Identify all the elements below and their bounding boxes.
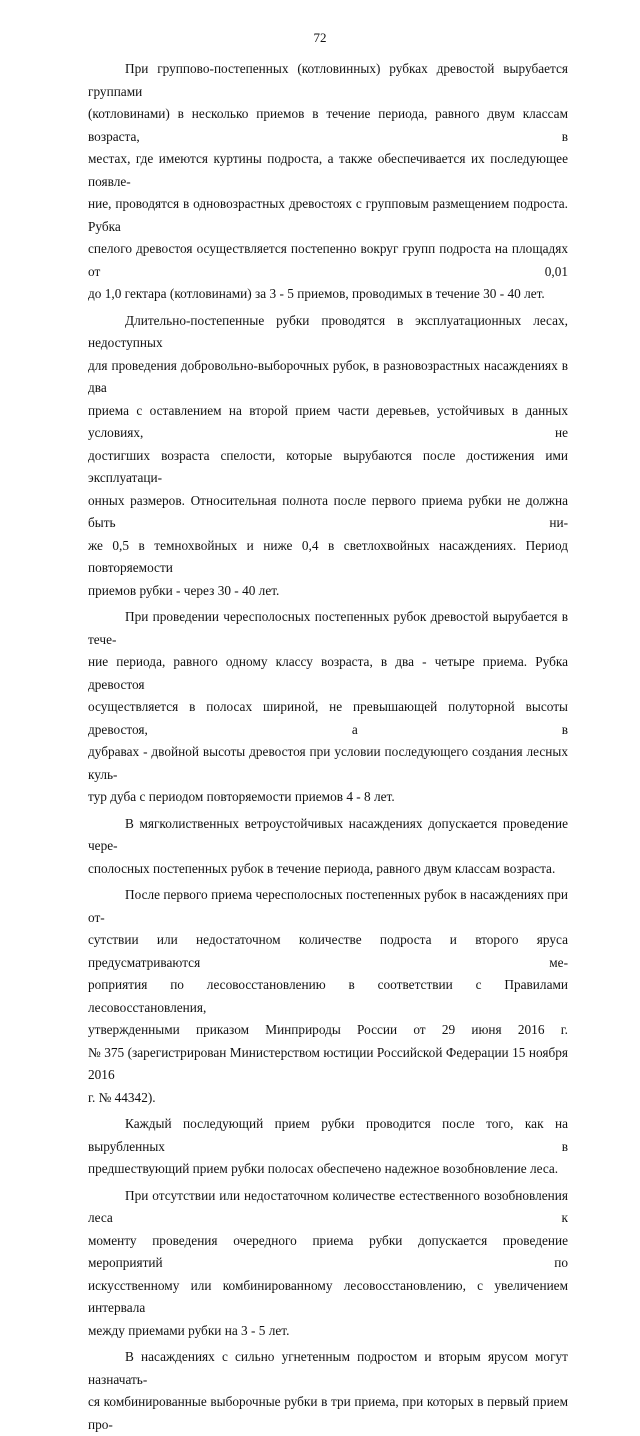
text-line: Длительно-постепенные рубки проводятся в эксплуатационных лесах, недоступных (88, 312, 568, 350)
text-line: В мягколиственных ветроустойчивых насаждениях допускается проведение чере- (88, 815, 568, 853)
text-line: ние периода, равного одному классу возраста, в два - четыре приема. Рубка древостоя (88, 654, 568, 692)
paragraph (88, 813, 568, 881)
text-line: ние, проводятся в одновозрастных древостоях с групповым размещением подроста. Рубка (88, 196, 568, 234)
text-line: приемов рубки - через 30 - 40 лет. (88, 582, 280, 598)
text-line: искусственному или комбинированному лесовосстановлению, с увеличением интервала (88, 1277, 568, 1315)
text-line: онных размеров. Относительная полнота после первого приема рубки не должна быть ни- (88, 492, 568, 530)
text-line: При отсутствии или недостаточном количестве естественного возобновления леса к (88, 1187, 568, 1225)
paragraph (88, 1346, 568, 1436)
text-line: моменту проведения очередного приема рубки допускается проведение мероприятий по (88, 1232, 568, 1270)
text-line: достигших возраста спелости, которые вырубаются после достижения ими эксплуатаци- (88, 447, 568, 485)
text-line: предшествующий прием рубки полосах обеспечено надежное возобновление леса. (88, 1161, 559, 1176)
text-line: При проведении чересполосных постепенных рубок древостой вырубается в тече- (88, 609, 568, 647)
text-line: ся комбинированные выборочные рубки в три приема, при которых в первый прием про- (88, 1394, 568, 1432)
text-line: местах, где имеются куртины подроста, а также обеспечивается их последующее появле- (88, 151, 568, 189)
page-number: 72 (313, 30, 327, 45)
text-line: сполосных постепенных рубок в течение периода, равного двум классам возраста. (88, 860, 556, 876)
paragraph (88, 58, 568, 306)
text-line: до 1,0 гектара (котловинами) за 3 - 5 приемов, проводимых в течение 30 - 40 лет. (88, 286, 545, 301)
text-line: г. № 44342). (88, 1089, 156, 1105)
text-line: Каждый последующий прием рубки проводится после того, как на вырубленных в (88, 1116, 568, 1154)
text-line: приема с оставлением на второй прием части деревьев, устойчивых в данных условиях, не (88, 402, 568, 440)
text-line: сутствии или недостаточном количестве подроста и второго яруса предусматриваются ме- (88, 932, 568, 970)
text-line: между приемами рубки на 3 - 5 лет. (88, 1322, 290, 1338)
text-line: (котловинами) в несколько приемов в течение периода, равного двум классам возраста, в (88, 106, 568, 144)
text-line: В насаждениях с сильно угнетенным подростом и вторым ярусом могут назначать- (88, 1349, 568, 1387)
text-line: утвержденными приказом Минприроды России от 29 июня 2016 г. (88, 1022, 568, 1037)
paragraph (88, 1113, 568, 1181)
text-line: спелого древостоя осуществляется постепенно вокруг групп подроста на площадях от 0,01 (88, 241, 568, 279)
paragraph (88, 884, 568, 1109)
text-line: тур дуба с периодом повторяемости приемов 4 - 8 лет. (88, 789, 395, 804)
paragraph (88, 1185, 568, 1343)
text-line: После первого приема чересполосных постепенных рубок в насаждениях при от- (88, 887, 568, 925)
text-line: № 375 (зарегистрирован Министерством юстиции Российской Федерации 15 ноября 2016 (88, 1044, 568, 1082)
text-line: При группово-постепенных (котловинных) рубках древостой вырубается группами (88, 61, 568, 99)
paragraph (88, 606, 568, 809)
text-line: осуществляется в полосах шириной, не превышающей полуторной высоты древостоя, а в (88, 699, 568, 737)
text-line: дубравах - двойной высоты древостоя при условии последующего создания лесных куль- (88, 744, 568, 782)
document-body (88, 58, 568, 1436)
paragraph (88, 310, 568, 603)
text-line: для проведения добровольно-выборочных рубок, в разновозрастных насаждениях в два (88, 357, 568, 395)
text-line: роприятия по лесовосстановлению в соответствии с Правилами лесовосстановления, (88, 977, 568, 1015)
text-line: же 0,5 в темнохвойных и ниже 0,4 в светлохвойных насаждениях. Период повторяемости (88, 537, 568, 575)
